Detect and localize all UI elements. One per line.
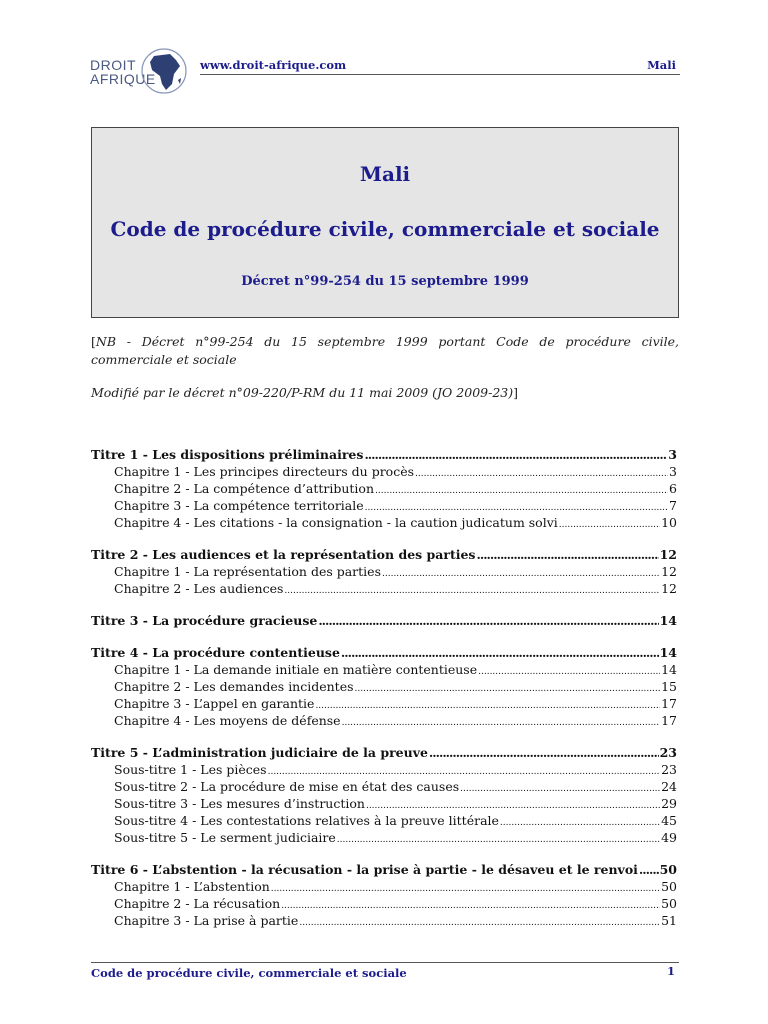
toc-entry-page: 7 bbox=[669, 498, 677, 513]
toc-title-entry[interactable] bbox=[91, 546, 677, 563]
editorial-note bbox=[91, 333, 679, 369]
toc-title-entry[interactable] bbox=[91, 744, 677, 761]
toc-leader-dots bbox=[284, 580, 660, 600]
toc-chapter-entry[interactable] bbox=[91, 778, 677, 795]
toc-chapter-entry[interactable] bbox=[91, 563, 677, 580]
page-header bbox=[90, 44, 680, 100]
toc-chapter-entry[interactable] bbox=[91, 514, 677, 531]
toc-entry-page: 17 bbox=[661, 696, 677, 711]
toc-entry-label: Sous-titre 2 - La procédure de mise en état des causes bbox=[114, 779, 460, 794]
toc-entry-label: Titre 5 - L’administration judiciaire de la preuve bbox=[91, 745, 428, 760]
toc-entry-page: 50 bbox=[659, 862, 677, 877]
toc-entry-page: 29 bbox=[661, 796, 677, 811]
document-title: Code de procédure civile, commerciale et sociale bbox=[110, 217, 660, 241]
toc-entry-page: 23 bbox=[661, 762, 677, 777]
document-decree: Décret n°99-254 du 15 septembre 1999 bbox=[241, 274, 529, 289]
toc-entry-label: Sous-titre 1 - Les pièces bbox=[114, 762, 267, 777]
toc-entry-label: Chapitre 2 - Les demandes incidentes bbox=[114, 679, 354, 694]
toc-entry-label: Chapitre 3 - L’appel en garantie bbox=[114, 696, 315, 711]
toc-leader-dots bbox=[476, 546, 658, 563]
modification-text: Modifié par le décret n°09-220/P-RM du 11 mai 2009 (JO 2009-23) bbox=[91, 385, 514, 400]
toc-chapter-entry[interactable] bbox=[91, 878, 677, 895]
toc-entry-label: Titre 6 - L’abstention - la récusation - la prise à partie - le désaveu et le renvoi bbox=[91, 862, 638, 877]
toc-entry-page: 10 bbox=[661, 515, 677, 530]
toc-chapter-entry[interactable] bbox=[91, 829, 677, 846]
toc-chapter-entry[interactable] bbox=[91, 795, 677, 812]
footer-divider bbox=[91, 962, 679, 963]
toc-chapter-entry[interactable] bbox=[91, 712, 677, 729]
toc-entry-label: Chapitre 1 - Les principes directeurs du procès bbox=[114, 464, 415, 479]
logo-line-2: AFRIQUE bbox=[90, 71, 156, 87]
toc-entry-page: 17 bbox=[661, 713, 677, 728]
toc-entry-label: Chapitre 4 - Les citations - la consignation - la caution judicatum solvi bbox=[114, 515, 558, 530]
toc-entry-label: Sous-titre 5 - Le serment judiciaire bbox=[114, 830, 336, 845]
note-close-bracket: ] bbox=[513, 385, 518, 400]
header-divider bbox=[200, 74, 680, 75]
toc-entry-label: Titre 4 - La procédure contentieuse bbox=[91, 645, 340, 660]
toc-chapter-entry[interactable] bbox=[91, 695, 677, 712]
toc-leader-dots bbox=[429, 744, 659, 761]
toc-chapter-entry[interactable] bbox=[91, 463, 677, 480]
toc-chapter-entry[interactable] bbox=[91, 678, 677, 695]
toc-leader-dots bbox=[318, 612, 658, 629]
toc-entry-page: 14 bbox=[659, 645, 677, 660]
toc-entry-page: 14 bbox=[659, 613, 677, 628]
toc-entry-label: Chapitre 3 - La prise à partie bbox=[114, 913, 299, 928]
toc-entry-page: 50 bbox=[661, 879, 677, 894]
toc-entry-label: Titre 2 - Les audiences et la représentation des parties bbox=[91, 547, 476, 562]
toc-entry-page: 49 bbox=[661, 830, 677, 845]
toc-title-entry[interactable] bbox=[91, 644, 677, 661]
toc-chapter-entry[interactable] bbox=[91, 812, 677, 829]
toc-chapter-entry[interactable] bbox=[91, 912, 677, 929]
toc-entry-label: Chapitre 2 - La récusation bbox=[114, 896, 281, 911]
toc-title-entry[interactable] bbox=[91, 612, 677, 629]
table-of-contents bbox=[91, 446, 677, 929]
toc-entry-page: 51 bbox=[661, 913, 677, 928]
title-box bbox=[91, 127, 679, 318]
toc-entry-page: 14 bbox=[661, 662, 677, 677]
toc-entry-label: Chapitre 2 - La compétence d’attribution bbox=[114, 481, 375, 496]
africa-globe-icon bbox=[140, 44, 188, 98]
toc-entry-page: 6 bbox=[669, 481, 677, 496]
toc-chapter-entry[interactable] bbox=[91, 497, 677, 514]
toc-leader-dots bbox=[559, 514, 660, 534]
toc-entry-label: Chapitre 3 - La compétence territoriale bbox=[114, 498, 364, 513]
toc-entry-label: Sous-titre 4 - Les contestations relatives à la preuve littérale bbox=[114, 813, 499, 828]
toc-leader-dots bbox=[299, 912, 660, 932]
toc-entry-label: Chapitre 1 - La demande initiale en matière contentieuse bbox=[114, 662, 478, 677]
toc-entry-page: 12 bbox=[661, 581, 677, 596]
header-country: Mali bbox=[647, 58, 676, 72]
toc-spacer bbox=[91, 629, 677, 644]
toc-chapter-entry[interactable] bbox=[91, 761, 677, 778]
toc-entry-page: 12 bbox=[659, 547, 677, 562]
toc-entry-page: 24 bbox=[661, 779, 677, 794]
toc-entry-page: 3 bbox=[668, 447, 677, 462]
toc-entry-page: 23 bbox=[659, 745, 677, 760]
toc-chapter-entry[interactable] bbox=[91, 895, 677, 912]
toc-entry-page: 45 bbox=[661, 813, 677, 828]
toc-chapter-entry[interactable] bbox=[91, 480, 677, 497]
droit-afrique-logo[interactable] bbox=[90, 44, 190, 98]
toc-leader-dots bbox=[364, 446, 667, 463]
toc-leader-dots bbox=[341, 644, 659, 661]
toc-entry-label: Titre 3 - La procédure gracieuse bbox=[91, 613, 318, 628]
toc-leader-dots bbox=[342, 712, 661, 732]
toc-entry-label: Chapitre 2 - Les audiences bbox=[114, 581, 284, 596]
toc-entry-page: 15 bbox=[661, 679, 677, 694]
toc-leader-dots bbox=[639, 861, 659, 878]
page-footer bbox=[91, 962, 679, 980]
header-url-link[interactable]: www.droit-afrique.com bbox=[200, 58, 347, 72]
toc-title-entry[interactable] bbox=[91, 446, 677, 463]
footer-title: Code de procédure civile, commerciale et sociale bbox=[91, 966, 407, 980]
toc-leader-dots bbox=[337, 829, 660, 849]
toc-entry-label: Chapitre 1 - L’abstention bbox=[114, 879, 270, 894]
toc-chapter-entry[interactable] bbox=[91, 580, 677, 597]
document-country: Mali bbox=[359, 162, 411, 186]
note-open-bracket: [ bbox=[91, 334, 96, 349]
toc-title-entry[interactable] bbox=[91, 861, 677, 878]
toc-entry-page: 3 bbox=[669, 464, 677, 479]
note-text: NB - Décret n°99-254 du 15 septembre 1999 portant Code de procédure civile, commerciale et sociale bbox=[91, 334, 679, 367]
page-number: 1 bbox=[666, 964, 675, 978]
toc-entry-label: Sous-titre 3 - Les mesures d’instruction bbox=[114, 796, 365, 811]
toc-entry-label: Chapitre 1 - La représentation des parties bbox=[114, 564, 381, 579]
toc-entry-page: 12 bbox=[661, 564, 677, 579]
modification-note bbox=[91, 384, 679, 402]
toc-entry-label: Chapitre 4 - Les moyens de défense bbox=[114, 713, 341, 728]
toc-entry-page: 50 bbox=[661, 896, 677, 911]
toc-chapter-entry[interactable] bbox=[91, 661, 677, 678]
logo-line-1: DROIT bbox=[90, 57, 137, 73]
toc-entry-label: Titre 1 - Les dispositions préliminaires bbox=[91, 447, 364, 462]
